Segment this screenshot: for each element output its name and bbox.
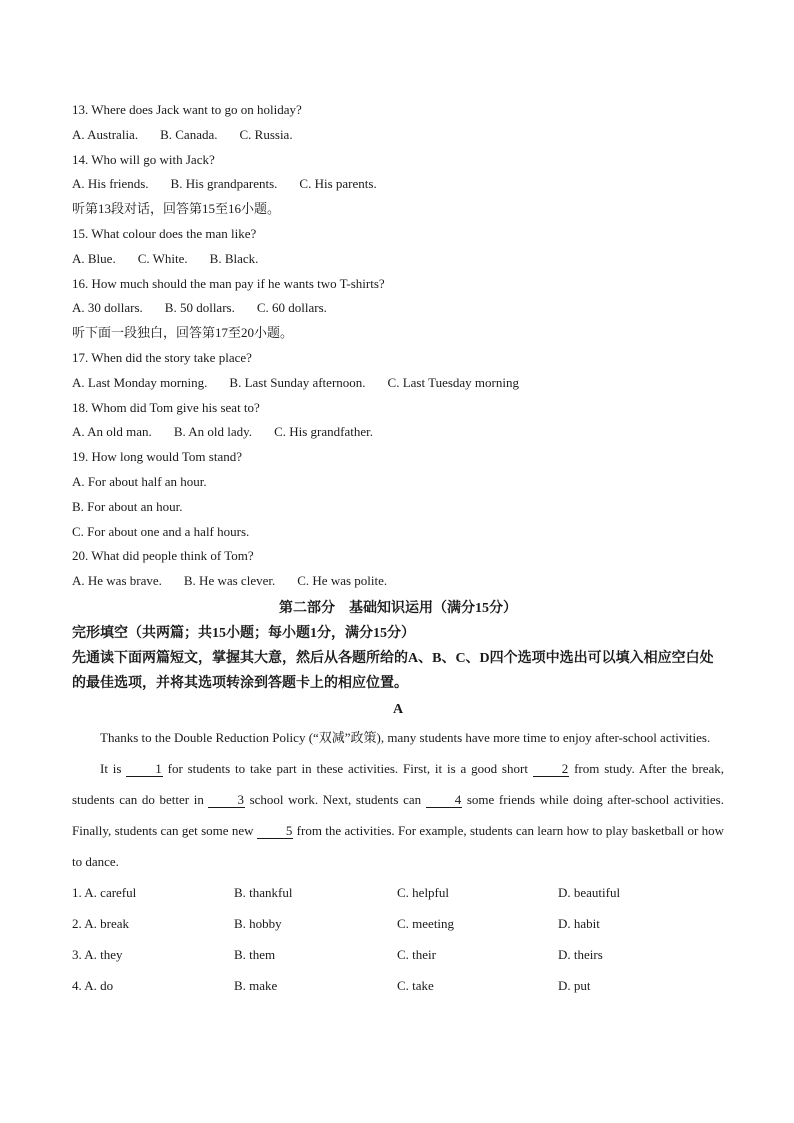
passage-text: It is [100, 760, 127, 776]
options-15 [72, 247, 724, 272]
option: C. Russia. [239, 126, 293, 142]
option: A. 30 dollars. [72, 300, 143, 316]
passage-paragraph-1: Thanks to the Double Reduction Policy (“双减”政策), many students have more time to enjoy after-school activities. [100, 729, 711, 745]
choice: 4. A. do [72, 977, 114, 993]
option: B. For about an hour. [72, 498, 183, 514]
blank-5: 5 [257, 824, 294, 839]
options-17 [72, 371, 724, 396]
section-instruction: 先通读下面两篇短文，掌握其大意，然后从各题所给的A、B、C、D四个选项中选出可以填入相应空白处的最佳选项，并将其选项转涂到答题卡上的相应位置。 [72, 650, 714, 691]
choice-row-3 [72, 939, 724, 970]
section-subtitle: 完形填空（共两篇；共15小题；每小题1分，满分15分） [72, 625, 415, 641]
option: C. 60 dollars. [256, 300, 327, 316]
choice-row-2 [72, 908, 724, 939]
option: B. His grandparents. [170, 176, 278, 192]
passage-text: from study. After the break, students can do better in [72, 760, 724, 807]
option: C. Last Tuesday morning [387, 374, 519, 390]
option: C. His parents. [299, 176, 377, 192]
question-17: 17. When did the story take place? [72, 349, 252, 365]
blank-3: 3 [208, 793, 245, 808]
choice: 3. A. they [72, 946, 123, 962]
passage-text: some friends while doing after-school activities. Finally, students can get some new [72, 791, 724, 838]
blank-2: 2 [533, 762, 570, 777]
choice: C. meeting [397, 915, 455, 931]
question-19: 19. How long would Tom stand? [72, 449, 243, 465]
option: A. Last Monday morning. [72, 374, 208, 390]
passage-paragraph-2 [72, 753, 724, 877]
passage-text: school work. Next, students can [244, 791, 426, 807]
option: B. He was clever. [183, 573, 276, 589]
question-14: 14. Who will go with Jack? [72, 151, 215, 167]
option: A. He was brave. [72, 573, 162, 589]
passage-text: from the activities. For example, students can learn how to play basketball or how to dance. [72, 822, 725, 869]
choice: B. thankful [234, 884, 293, 900]
option: C. He was polite. [297, 573, 388, 589]
exam-page [72, 98, 724, 1001]
option: A. An old man. [72, 424, 152, 440]
choice: B. make [234, 977, 278, 993]
option: B. Canada. [160, 126, 218, 142]
option: C. His grandfather. [274, 424, 373, 440]
question-13: 13. Where does Jack want to go on holiday? [72, 102, 302, 117]
choice: C. helpful [397, 884, 449, 900]
choice: D. theirs [558, 946, 603, 962]
option: A. His friends. [72, 176, 149, 192]
question-20: 20. What did people think of Tom? [72, 548, 254, 564]
passage-letter: A [392, 701, 404, 717]
listening-section [72, 98, 724, 594]
section-title: 第二部分 基础知识运用（满分15分） [279, 600, 517, 616]
option: C. White. [137, 250, 188, 266]
blank-1: 1 [126, 762, 163, 777]
choice: B. hobby [234, 915, 282, 931]
options-14 [72, 172, 724, 197]
option: B. Black. [209, 250, 259, 266]
choice: C. take [397, 977, 434, 993]
choice: C. their [397, 946, 436, 962]
choice: D. habit [558, 915, 600, 931]
question-15: 15. What colour does the man like? [72, 225, 257, 241]
choice: 1. A. careful [72, 884, 137, 900]
choice: D. put [558, 977, 591, 993]
option: B. 50 dollars. [164, 300, 235, 316]
options-20 [72, 569, 724, 594]
options-18 [72, 420, 724, 445]
passage-text: for students to take part in these activities. First, it is a good short [162, 760, 533, 776]
choice: 2. A. break [72, 915, 130, 931]
option: B. An old lady. [173, 424, 253, 440]
option: A. For about half an hour. [72, 473, 207, 489]
choice-row-1 [72, 877, 724, 908]
choice: B. them [234, 946, 276, 962]
options-16 [72, 296, 724, 321]
choice: D. beautiful [558, 884, 621, 900]
options-13 [72, 123, 724, 148]
cloze-choices [72, 877, 724, 1001]
listening-instruction-15-16: 听第13段对话，回答第15至16小题。 [72, 201, 281, 217]
choice-row-4 [72, 970, 724, 1001]
option: A. Blue. [72, 250, 116, 266]
option: B. Last Sunday afternoon. [229, 374, 366, 390]
question-18: 18. Whom did Tom give his seat to? [72, 399, 260, 415]
question-16: 16. How much should the man pay if he wants two T-shirts? [72, 275, 385, 291]
option: A. Australia. [72, 126, 139, 142]
option: C. For about one and a half hours. [72, 523, 250, 539]
blank-4: 4 [426, 793, 463, 808]
listening-instruction-17-20: 听下面一段独白，回答第17至20小题。 [72, 325, 294, 341]
